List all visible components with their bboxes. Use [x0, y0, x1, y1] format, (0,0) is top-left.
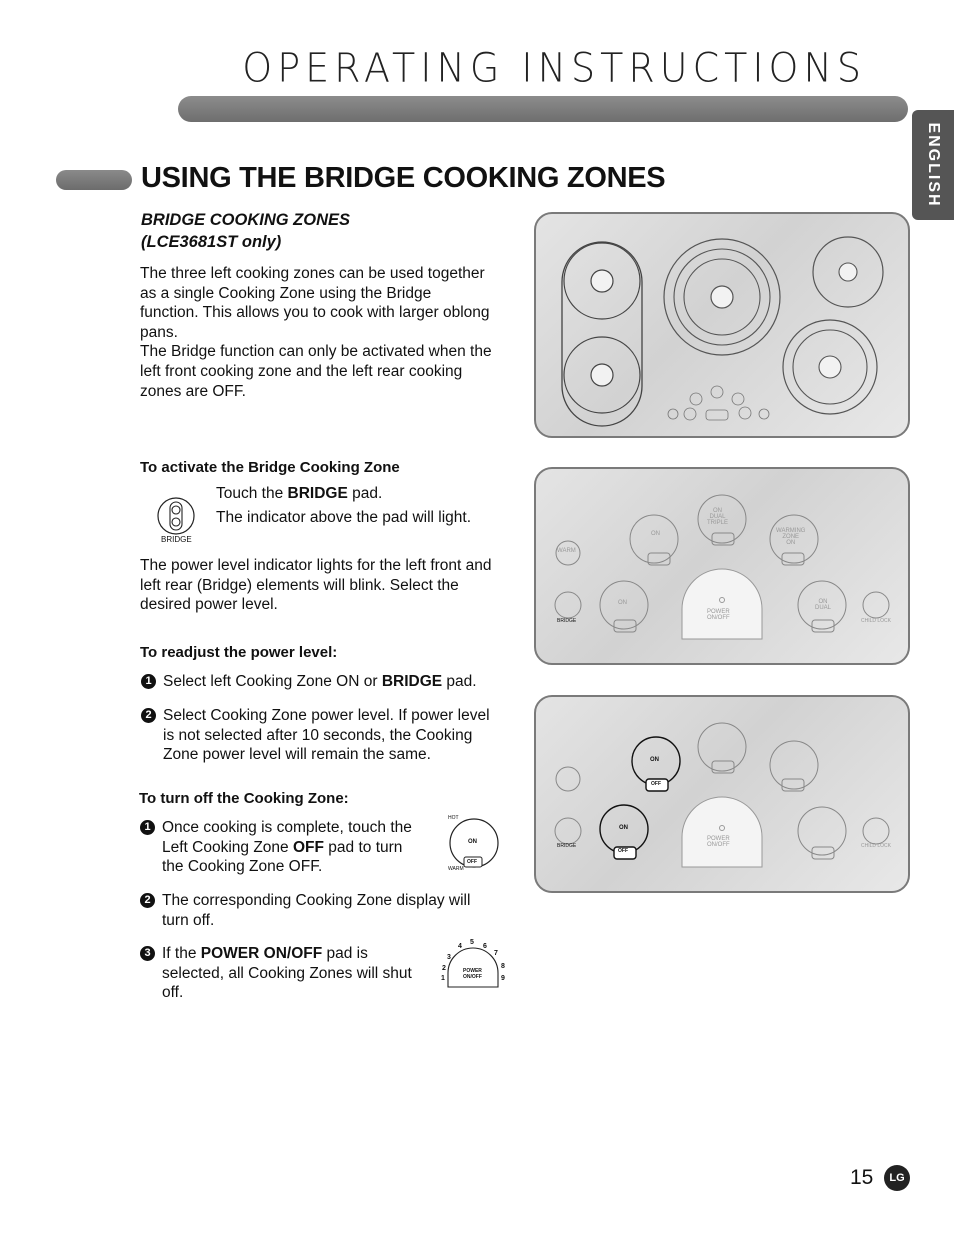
p2-left-front-off: OFF: [618, 848, 628, 854]
p2-child-lock-label: CHILD LOCK: [861, 843, 892, 849]
lg-logo-icon: LG: [884, 1165, 910, 1191]
bridge-icon-label: BRIDGE: [161, 535, 192, 544]
step-line: [162, 838, 412, 858]
activate-line-1: [216, 484, 382, 504]
para-line: The power level indicator lights for the left front and: [140, 557, 492, 574]
label-line: WARMING: [776, 528, 806, 534]
p1-dual-triple-label: [707, 508, 728, 526]
label-line: TRIPLE: [707, 520, 729, 526]
label-line: ON/OFF: [707, 842, 730, 848]
intro-line: function. This allows you to cook with larger oblong: [140, 304, 490, 322]
step-line: is not selected after 10 seconds, the Cooking: [163, 726, 473, 744]
p1-child-lock-label: CHILD LOCK: [861, 618, 892, 624]
subtitle-line-1: BRIDGE COOKING ZONES: [141, 211, 351, 229]
power-pad-label-line: POWER: [463, 968, 482, 974]
cooktop-illustration: [534, 212, 910, 438]
control-panel-illustration-2: [534, 695, 910, 893]
step-line: turn off.: [162, 911, 215, 929]
text: pad is: [322, 945, 368, 962]
p2-left-front-on: ON: [619, 825, 628, 831]
step-line: [162, 944, 412, 964]
level-label: 6: [483, 943, 487, 950]
p1-right-front-label: [815, 599, 831, 611]
label-line: ON/OFF: [707, 615, 730, 621]
p2-left-rear-off: OFF: [651, 781, 661, 787]
intro-line: left front cooking zone and the left rear cooking: [140, 362, 463, 380]
section-pill: [56, 170, 132, 190]
activate-heading: To activate the Bridge Cooking Zone: [140, 459, 400, 476]
text-bold: BRIDGE: [381, 673, 443, 690]
step-number: 1: [141, 674, 156, 689]
level-label: 7: [494, 950, 498, 957]
step-line: The corresponding Cooking Zone display will: [162, 892, 471, 909]
p1-bridge-label: BRIDGE: [557, 618, 577, 624]
level-label: 8: [501, 963, 505, 970]
step-line: Once cooking is complete, touch the: [162, 819, 412, 836]
level-label: 4: [458, 943, 462, 950]
step-line: Zone power level will remain the same.: [163, 746, 431, 764]
p2-power-label: [707, 836, 730, 848]
intro-line: The three left cooking zones can be used together: [140, 265, 485, 282]
intro-line: The Bridge function can only be activated when the: [140, 343, 492, 361]
step-number: 2: [141, 708, 156, 723]
text-bold: BRIDGE: [287, 485, 348, 502]
readjust-heading: To readjust the power level:: [140, 644, 338, 661]
text: pad to turn: [323, 838, 403, 856]
p1-left-rear-on: ON: [651, 531, 660, 537]
language-tab: [912, 110, 954, 220]
p1-warm-label: WARM: [557, 548, 576, 554]
p1-left-front-on: ON: [618, 600, 627, 606]
level-label: 2: [442, 965, 446, 972]
label-line: ON: [713, 508, 722, 514]
p1-power-label: [707, 609, 730, 621]
off-pad-hot: HOT: [448, 815, 459, 821]
off-pad-off: OFF: [467, 859, 477, 865]
readjust-step-2: [141, 706, 521, 768]
label-line: POWER: [707, 836, 730, 842]
level-label: 1: [441, 975, 445, 982]
level-label: 5: [470, 939, 474, 946]
label-line: POWER: [707, 609, 730, 615]
label-line: ON: [786, 540, 796, 546]
p2-left-rear-on: ON: [650, 757, 659, 763]
turnoff-step-1: [140, 818, 440, 880]
step-number: 3: [140, 946, 155, 961]
power-pad-levels: [436, 937, 510, 995]
step-line: Select Cooking Zone power level. If power level: [163, 707, 490, 724]
label-line: ZONE: [782, 534, 800, 540]
text: Touch the: [216, 485, 288, 502]
readjust-step-1: [141, 672, 521, 692]
step-number: 1: [140, 820, 155, 835]
intro-line: pans.: [140, 323, 178, 341]
header-bar: [178, 96, 908, 122]
intro-line: zones are OFF.: [140, 382, 246, 400]
turnoff-step-3: [140, 944, 440, 1006]
text: pad.: [442, 673, 477, 690]
step-line: off.: [162, 984, 184, 1002]
step-line: the Cooking Zone OFF.: [162, 858, 323, 876]
label-line: ON: [818, 599, 828, 605]
text: Select left Cooking Zone ON or: [163, 673, 382, 690]
step-line: selected, all Cooking Zones will shut: [162, 964, 412, 982]
control-panel-illustration-1: [534, 467, 910, 665]
text-bold: OFF: [292, 838, 324, 856]
text: pad.: [347, 485, 383, 502]
subtitle: [141, 209, 350, 253]
page-number: 15: [850, 1166, 874, 1189]
activate-line-2: The indicator above the pad will light.: [216, 509, 472, 526]
intro-paragraph: [140, 264, 492, 401]
turnoff-step-2: [140, 891, 520, 933]
language-tab-label: ENGLISH: [925, 122, 942, 208]
para-line: desired power level.: [140, 596, 278, 614]
para-line: left rear (Bridge) elements will blink. Select the: [140, 576, 459, 594]
turnoff-heading: To turn off the Cooking Zone:: [139, 790, 349, 807]
text-bold: POWER ON/OFF: [200, 945, 323, 962]
text: If the: [162, 945, 201, 962]
off-pad-on: ON: [468, 839, 477, 845]
power-pad-label-line: ON/OFF: [463, 974, 482, 980]
p1-warming-zone-label: [776, 528, 805, 546]
p2-bridge-label: BRIDGE: [557, 843, 577, 849]
off-pad-warm: WARM: [448, 866, 464, 872]
label-line: DUAL: [709, 514, 726, 520]
level-label: 3: [447, 954, 451, 961]
step-number: 2: [140, 893, 155, 908]
level-label: 9: [501, 975, 505, 982]
header-title: OPERATING INSTRUCTIONS: [242, 44, 866, 92]
intro-line: as a single Cooking Zone using the Bridge: [140, 284, 432, 302]
section-title: USING THE BRIDGE COOKING ZONES: [141, 162, 666, 194]
activate-paragraph: [140, 556, 492, 615]
text: Left Cooking Zone: [162, 838, 293, 856]
subtitle-line-2: (LCE3681ST only): [141, 233, 282, 251]
label-line: DUAL: [815, 605, 832, 611]
